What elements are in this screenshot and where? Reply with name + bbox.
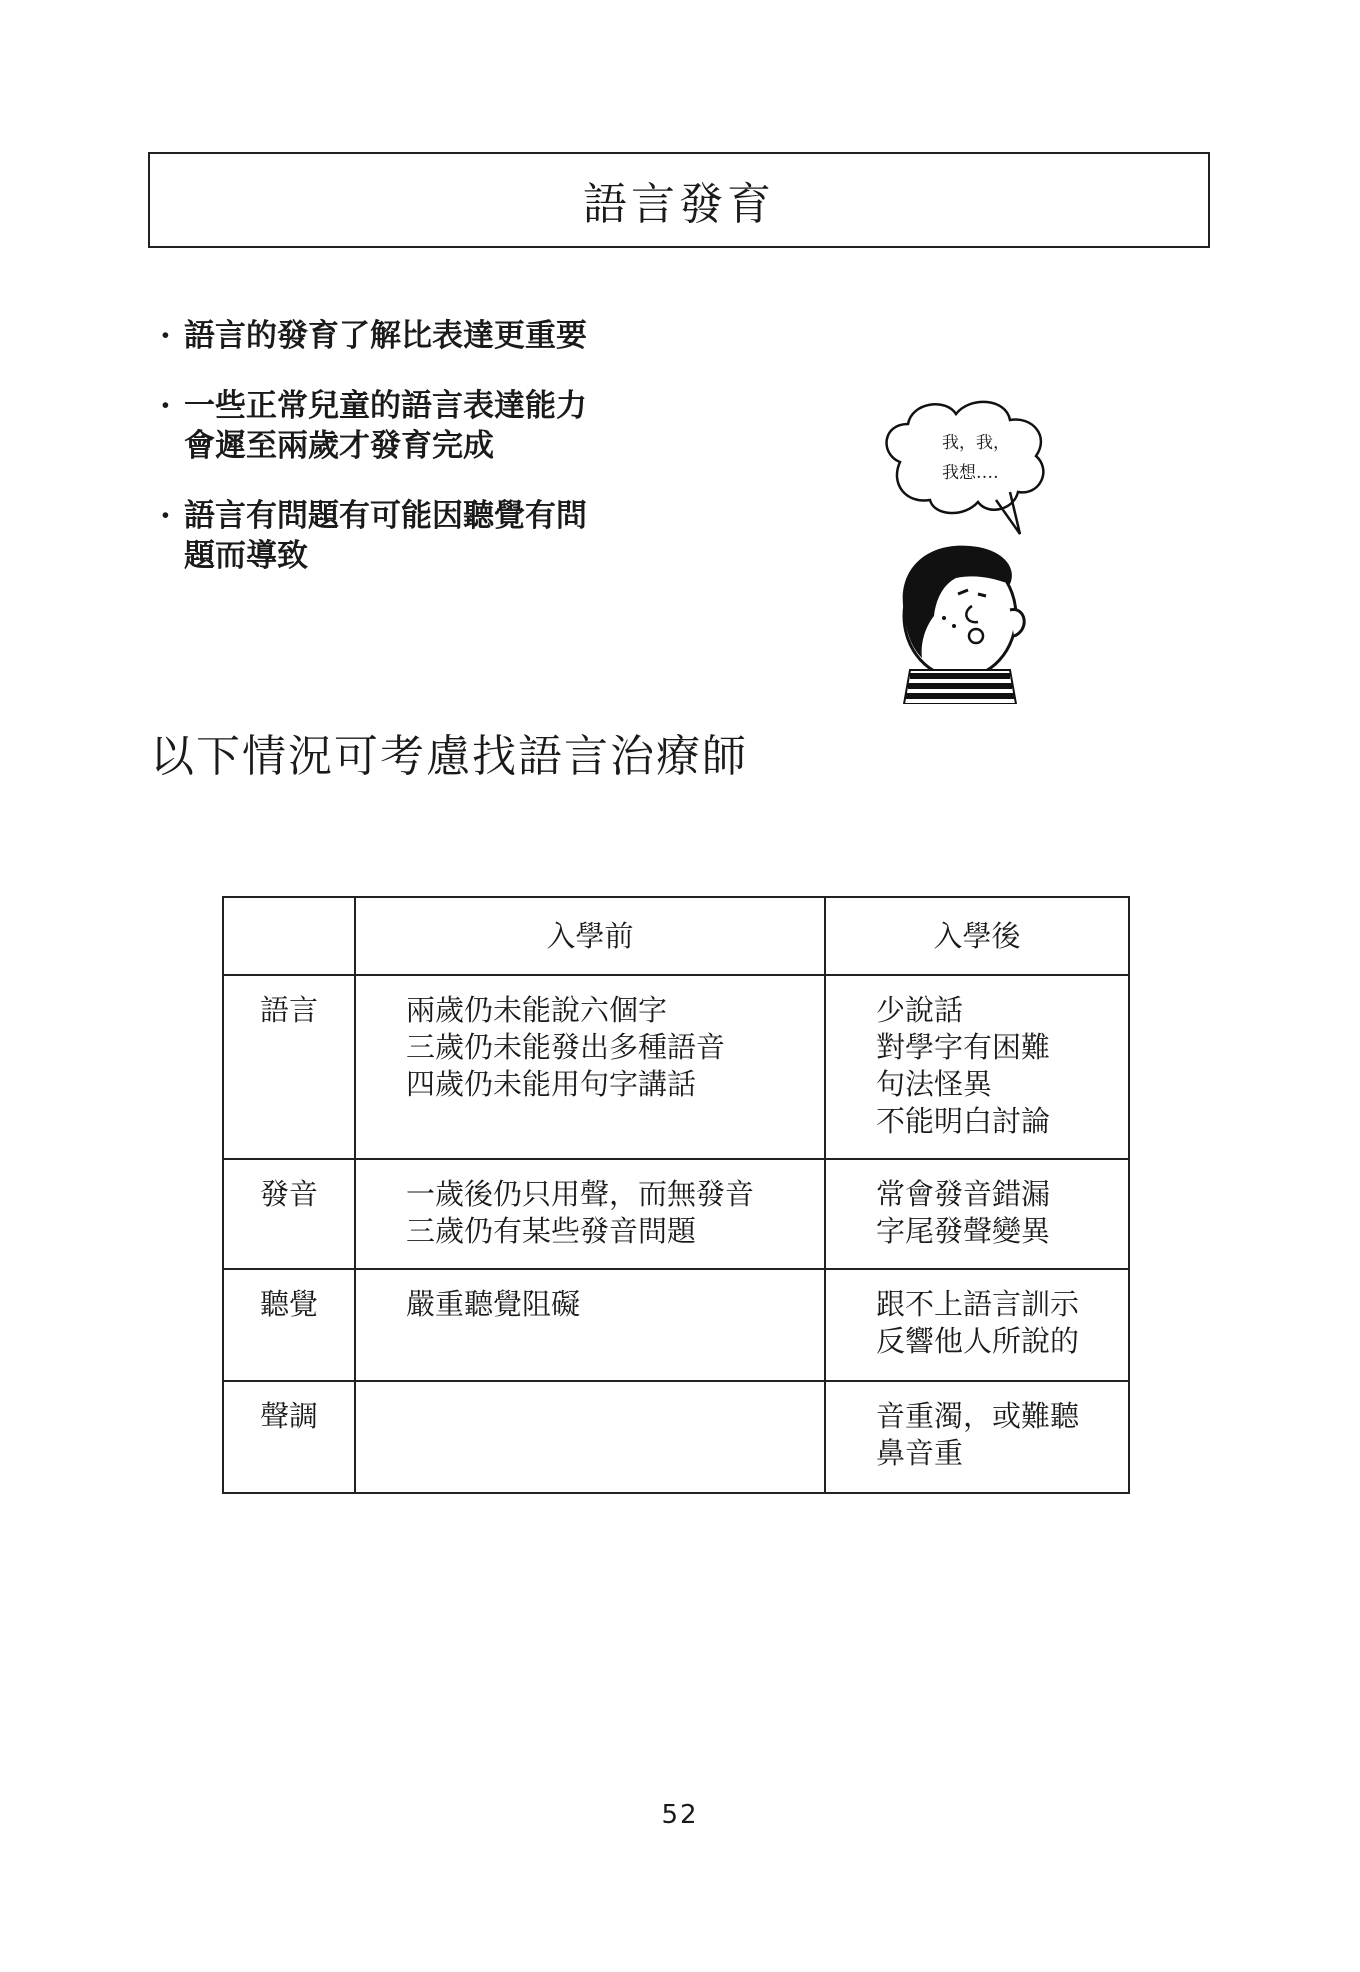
table-row	[223, 1159, 1129, 1269]
speech-bubble-text: 我，我， 我想‥‥	[942, 433, 1010, 483]
row-label: 發音	[223, 1159, 355, 1269]
list-item: 常會發音錯漏	[876, 1177, 1051, 1211]
bullet-text: 語言有問題有可能因聽覺有問 題而導致	[184, 498, 587, 574]
list-item: 音重濁，或難聽	[876, 1399, 1080, 1433]
bullet-marker: ·	[160, 318, 171, 354]
after-school-cell	[825, 975, 1129, 1159]
table-header-after-school: 入學後	[825, 897, 1129, 975]
table-header-row	[223, 897, 1129, 975]
list-item: 嚴重聽覺阻礙	[406, 1287, 581, 1321]
before-school-cell	[355, 1381, 825, 1493]
table-row	[223, 1269, 1129, 1381]
before-school-cell	[355, 1269, 825, 1381]
list-item: 不能明白討論	[876, 1104, 1051, 1138]
list-item: 兩歲仍未能說六個字	[406, 993, 668, 1027]
list-item: 一歲後仍只用聲，而無發音	[406, 1177, 755, 1211]
bullet-marker: ·	[160, 388, 171, 424]
page-title: 語言發育	[583, 179, 775, 230]
table-header-empty	[223, 897, 355, 975]
after-school-cell	[825, 1269, 1129, 1381]
bullet-list	[160, 316, 660, 606]
before-school-cell	[355, 975, 825, 1159]
row-label: 聽覺	[223, 1269, 355, 1381]
bullet-marker: ·	[160, 498, 171, 534]
row-label: 語言	[223, 975, 355, 1159]
list-item: 鼻音重	[876, 1436, 964, 1470]
table-row	[223, 1381, 1129, 1493]
list-item: 三歲仍有某些發音問題	[406, 1214, 697, 1248]
title-box	[148, 152, 1210, 248]
list-item: 四歲仍未能用句字講話	[406, 1067, 697, 1101]
list-item: 字尾發聲變異	[876, 1214, 1051, 1248]
before-school-cell	[355, 1159, 825, 1269]
list-item: 句法怪異	[876, 1067, 993, 1101]
bullet-item	[160, 316, 660, 356]
after-school-cell	[825, 1159, 1129, 1269]
bullet-item	[160, 496, 660, 576]
page-number: 52	[661, 1800, 699, 1830]
list-item: 跟不上語言訓示	[876, 1287, 1080, 1321]
bullet-text: 語言的發育了解比表達更重要	[184, 318, 587, 354]
bullet-item	[160, 386, 660, 466]
table-row	[223, 975, 1129, 1159]
list-item: 反響他人所說的	[876, 1324, 1080, 1358]
list-item: 對學字有困難	[876, 1030, 1051, 1064]
list-item: 三歲仍未能發出多種語音	[406, 1030, 726, 1064]
section-heading: 以下情況可考慮找語言治療師	[150, 731, 748, 782]
list-item: 少說話	[876, 993, 964, 1027]
speech-development-table	[222, 896, 1130, 1494]
bullet-text: 一些正常兒童的語言表達能力 會遲至兩歲才發育完成	[184, 388, 587, 464]
table-header-before-school: 入學前	[355, 897, 825, 975]
after-school-cell	[825, 1381, 1129, 1493]
row-label: 聲調	[223, 1381, 355, 1493]
